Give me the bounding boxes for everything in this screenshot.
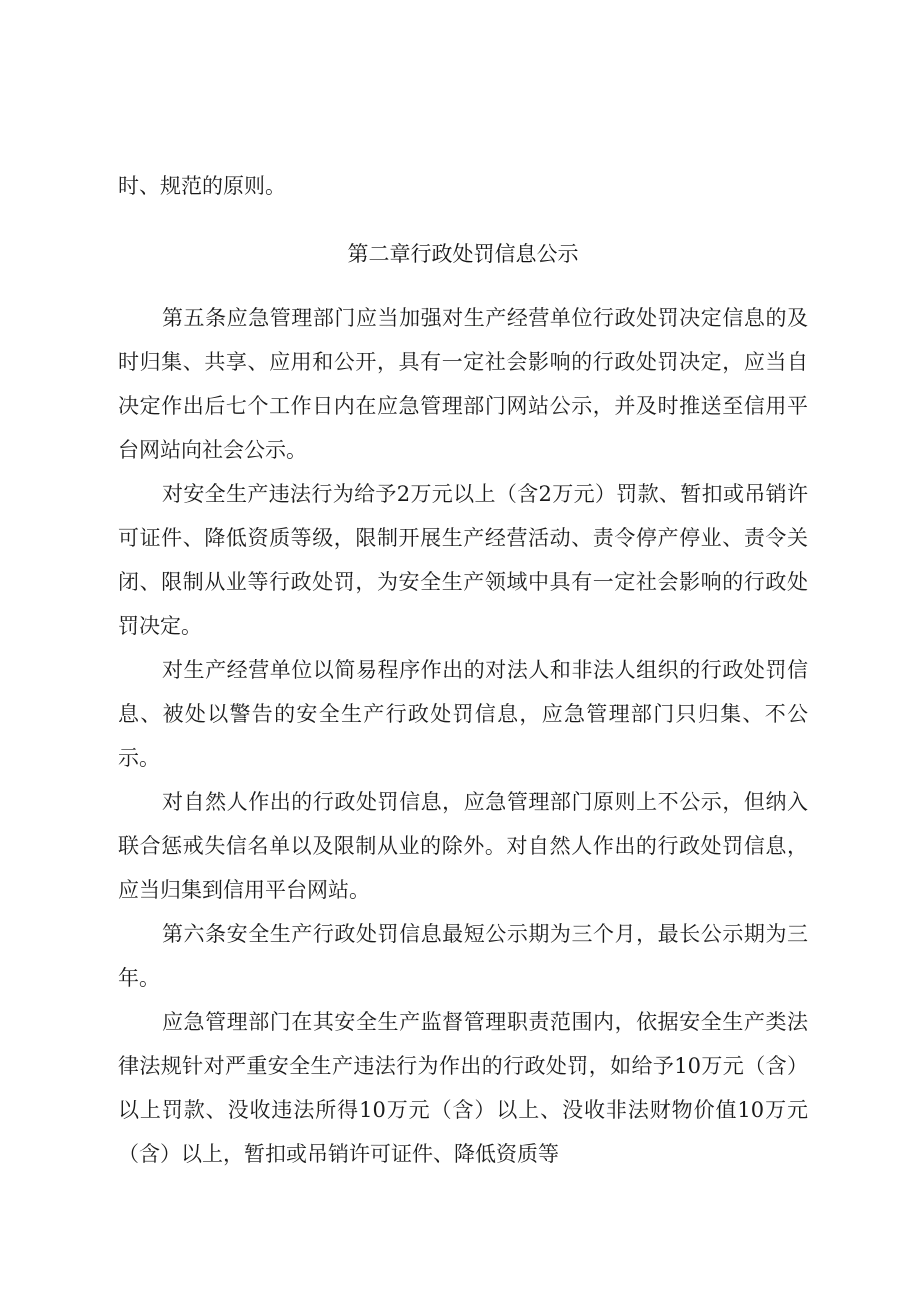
chapter-title: 第二章行政处罚信息公示 — [347, 242, 579, 266]
paragraph-serious-violations: 应急管理部门在其安全生产监督管理职责范围内，依据安全生产类法律法规针对严重安全生产违法行为作出的行政处罚，如给予10万元（含）以上罚款、没收违法所得10万元（含）以上、没收非法财物价值10万元（含）以上，暂扣或吊销许可证件、降低资质等 — [118, 1010, 808, 1166]
lead-line-block — [118, 164, 808, 208]
paragraph-simple-procedure: 对生产经营单位以简易程序作出的对法人和非法人组织的行政处罚信息、被处以警告的安全生产行政处罚信息，应急管理部门只归集、不公示。 — [118, 658, 808, 770]
paragraph-fine-threshold: 对安全生产违法行为给予2万元以上（含2万元）罚款、暂扣或吊销许可证件、降低资质等级，限制开展生产经营活动、责令停产停业、责令关闭、限制从业等行政处罚，为安全生产领域中具有一定社会影响的行政处罚决定。 — [118, 482, 808, 638]
paragraph-natural-person: 对自然人作出的行政处罚信息，应急管理部门原则上不公示，但纳入联合惩戒失信名单以及限制从业的除外。对自然人作出的行政处罚信息，应当归集到信用平台网站。 — [118, 790, 808, 902]
paragraph-article-6: 第六条安全生产行政处罚信息最短公示期为三个月，最长公示期为三年。 — [118, 922, 808, 990]
paragraph-article-5: 第五条应急管理部门应当加强对生产经营单位行政处罚决定信息的及时归集、共享、应用和公开，具有一定社会影响的行政处罚决定，应当自决定作出后七个工作日内在应急管理部门网站公示，并及时推送至信用平台网站向社会公示。 — [118, 306, 808, 462]
body-text — [118, 296, 808, 1176]
lead-line: 时、规范的原则。 — [118, 174, 286, 198]
